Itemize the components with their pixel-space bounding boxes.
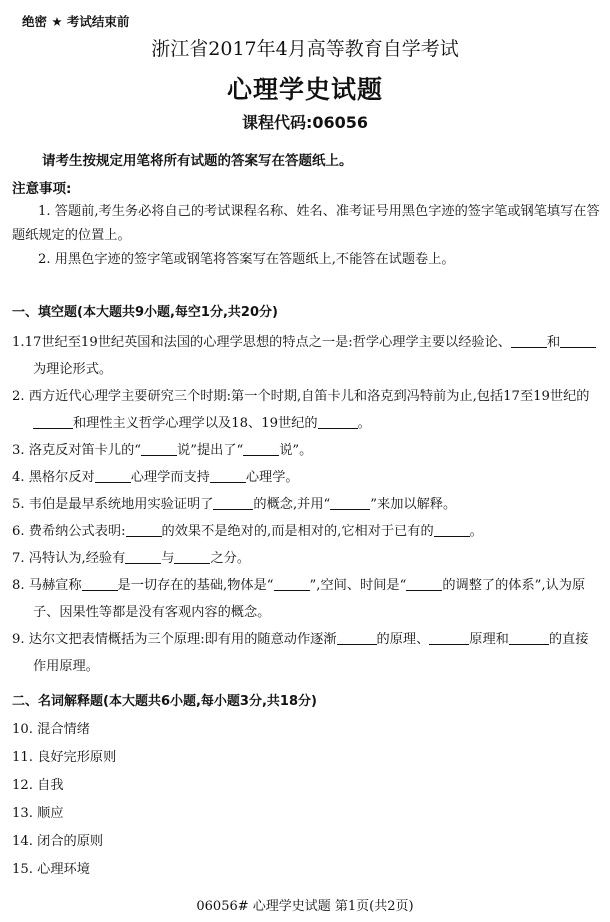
term-item: 11. 良好完形原则 (12, 750, 117, 765)
answer-blank (406, 576, 442, 591)
answer-blank (213, 495, 253, 510)
answer-blank (126, 522, 162, 537)
answer-blank (95, 468, 131, 483)
exam-name: 浙江省2017年4月高等教育自学考试 (151, 38, 459, 60)
answer-blank (210, 468, 246, 483)
answer-blank (434, 522, 470, 537)
term-item: 13. 顺应 (12, 806, 64, 821)
question-item: 6. 费希纳公式表明: 的效果不是绝对的,而是相对的,它相对于已有的 。 (12, 524, 483, 539)
section-title: 二、名词解释题(本大题共6小题,每小题3分,共18分) (12, 694, 317, 709)
page-footer: 06056# 心理学史试题 第1页(共2页) (196, 899, 414, 914)
term-item: 15. 心理环境 (12, 862, 90, 877)
answer-blank (243, 441, 279, 456)
answer-blank (511, 333, 547, 348)
term-item: 12. 自我 (12, 778, 64, 793)
answer-blank (509, 630, 549, 645)
answer-blank (330, 495, 370, 510)
term-item: 10. 混合情绪 (12, 722, 90, 737)
answer-blank (141, 441, 177, 456)
answer-blank (274, 576, 310, 591)
answer-blank (82, 576, 118, 591)
question-item: 2. 西方近代心理学主要研究三个时期:第一个时期,自笛卡儿和洛克到冯特前为止,包括17至19世纪的和理性主义哲学心理学以及18、19世纪的 。 (12, 389, 590, 431)
section-title: 一、填空题(本大题共9小题,每空1分,共20分) (12, 305, 278, 320)
notes-title: 注意事项: (12, 181, 72, 197)
term-item: 14. 闭合的原则 (12, 834, 104, 849)
answer-blank (560, 333, 596, 348)
answer-blank (337, 630, 377, 645)
question-item: 5. 韦伯是最早系统地用实验证明了 的概念,并用“ ”来加以解释。 (12, 497, 457, 512)
note-item: 2. 用黑色字迹的签字笔或钢笔将答案写在答题纸上,不能答在试题卷上。 (38, 252, 455, 267)
question-item: 1.17世纪至19世纪英国和法国的心理学思想的特点之一是:哲学心理学主要以经验论、 和为理论形式。 (12, 329, 600, 383)
question-item: 3. 洛克反对笛卡儿的“ 说”提出了“ 说”。 (12, 443, 313, 458)
notes-list (12, 200, 600, 272)
page-title: 心理学史试题 (226, 75, 383, 104)
section-term-definition (12, 690, 600, 884)
question-item: 9. 达尔文把表情概括为三个原理:即有用的随意动作逐渐 的原理、 原理和 的直接作用原理。 (12, 632, 589, 674)
question-item: 4. 黑格尔反对 心理学而支持 心理学。 (12, 470, 299, 485)
answer-blank (174, 549, 210, 564)
question-item: 7. 冯特认为,经验有 与 之分。 (12, 551, 251, 566)
answer-blank (33, 414, 73, 429)
course-code: 课程代码:06056 (241, 113, 369, 132)
question-item: 8. 马赫宣称 是一切存在的基础,物体是“ ”,空间、时间是“ 的调整了的体系”,认为原子、因果性等都是没有客观内容的概念。 (12, 578, 586, 620)
secret-label: 绝密 ★ 考试结束前 (22, 14, 130, 29)
answer-blank (125, 549, 161, 564)
note-item: 1. 答题前,考生务必将自己的考试课程名称、姓名、准考证号用黑色字迹的签字笔或钢笔填写在答题纸规定的位置上。 (12, 204, 600, 243)
answer-instruction: 请考生按规定用笔将所有试题的答案写在答题纸上。 (42, 153, 353, 169)
answer-blank (429, 630, 469, 645)
answer-blank (318, 414, 358, 429)
section-fill-blank (12, 301, 600, 680)
